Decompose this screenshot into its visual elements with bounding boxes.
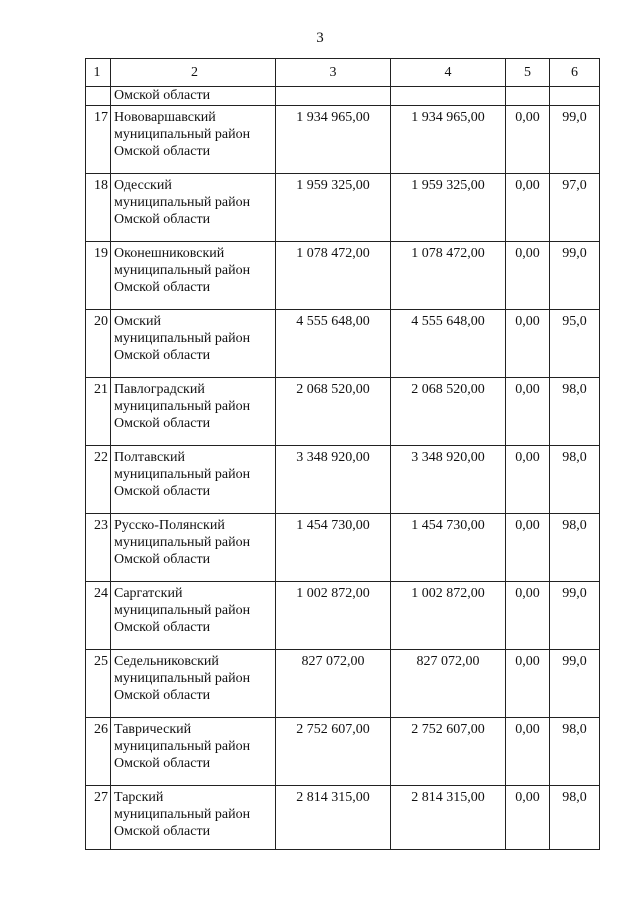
amount-col-4: 2 068 520,00: [391, 378, 506, 446]
district-name: [111, 106, 276, 174]
district-name-line: муниципальный район: [114, 263, 251, 278]
district-name-line: Омской области: [114, 756, 211, 771]
district-name: [111, 650, 276, 718]
amount-col-3: 1 002 872,00: [276, 582, 391, 650]
district-name-line: Оконешниковский: [114, 246, 225, 261]
row-number: 20: [86, 310, 111, 378]
row-number: 21: [86, 378, 111, 446]
district-name-line: Таврический: [114, 722, 192, 737]
percent-col-6: 98,0: [550, 718, 600, 786]
row-number: 17: [86, 106, 111, 174]
district-name-line: Саргатский: [114, 586, 183, 601]
district-name-line: муниципальный район: [114, 195, 251, 210]
row-number: 25: [86, 650, 111, 718]
amount-col-5: 0,00: [506, 446, 550, 514]
table-row: [86, 378, 600, 446]
district-name-line: Омский: [114, 314, 161, 329]
header-col-1: 1: [86, 59, 111, 87]
continuation-name: Омской области: [111, 87, 276, 106]
continuation-row: [86, 87, 600, 106]
district-name-line: Омской области: [114, 144, 211, 159]
amount-col-4: 2 814 315,00: [391, 786, 506, 850]
allocation-table: [85, 58, 600, 850]
district-name: [111, 718, 276, 786]
table-row: [86, 650, 600, 718]
district-name-line: Нововаршавский: [114, 110, 216, 125]
district-name-line: Омской области: [114, 620, 211, 635]
amount-col-5: 0,00: [506, 650, 550, 718]
table-row: [86, 242, 600, 310]
table-header-row: [86, 59, 600, 87]
continuation-c5: [506, 87, 550, 106]
amount-col-4: 1 959 325,00: [391, 174, 506, 242]
header-col-4: 4: [391, 59, 506, 87]
amount-col-5: 0,00: [506, 582, 550, 650]
percent-col-6: 97,0: [550, 174, 600, 242]
district-name-line: муниципальный район: [114, 127, 251, 142]
percent-col-6: 99,0: [550, 106, 600, 174]
continuation-c6: [550, 87, 600, 106]
amount-col-3: 2 814 315,00: [276, 786, 391, 850]
header-col-3: 3: [276, 59, 391, 87]
page-number: 3: [316, 30, 324, 46]
district-name-line: Павлоградский: [114, 382, 205, 397]
amount-col-3: 2 068 520,00: [276, 378, 391, 446]
row-number: 27: [86, 786, 111, 850]
continuation-c3: [276, 87, 391, 106]
amount-col-5: 0,00: [506, 718, 550, 786]
district-name-line: Омской области: [114, 280, 211, 295]
district-name-line: муниципальный район: [114, 807, 251, 822]
district-name-line: Омской области: [114, 688, 211, 703]
amount-col-4: 827 072,00: [391, 650, 506, 718]
district-name-line: Омской области: [114, 416, 211, 431]
table-row: [86, 582, 600, 650]
row-number: 23: [86, 514, 111, 582]
amount-col-5: 0,00: [506, 174, 550, 242]
amount-col-5: 0,00: [506, 310, 550, 378]
percent-col-6: 98,0: [550, 786, 600, 850]
row-number: 22: [86, 446, 111, 514]
percent-col-6: 98,0: [550, 378, 600, 446]
district-name-line: муниципальный район: [114, 399, 251, 414]
district-name-line: муниципальный район: [114, 739, 251, 754]
amount-col-3: 827 072,00: [276, 650, 391, 718]
row-number: 24: [86, 582, 111, 650]
table-row: [86, 446, 600, 514]
row-number: 26: [86, 718, 111, 786]
district-name-line: муниципальный район: [114, 467, 251, 482]
district-name-line: муниципальный район: [114, 535, 251, 550]
header-col-5: 5: [506, 59, 550, 87]
amount-col-3: 1 934 965,00: [276, 106, 391, 174]
row-number: 19: [86, 242, 111, 310]
district-name: [111, 582, 276, 650]
amount-col-5: 0,00: [506, 106, 550, 174]
amount-col-3: 2 752 607,00: [276, 718, 391, 786]
amount-col-5: 0,00: [506, 514, 550, 582]
district-name-line: Одесский: [114, 178, 172, 193]
percent-col-6: 98,0: [550, 446, 600, 514]
amount-col-4: 2 752 607,00: [391, 718, 506, 786]
amount-col-4: 1 934 965,00: [391, 106, 506, 174]
amount-col-3: 1 078 472,00: [276, 242, 391, 310]
amount-col-3: 1 454 730,00: [276, 514, 391, 582]
continuation-num: [86, 87, 111, 106]
table-row: [86, 514, 600, 582]
table-row: [86, 786, 600, 850]
district-name-line: муниципальный район: [114, 603, 251, 618]
district-name: [111, 242, 276, 310]
header-col-2: 2: [111, 59, 276, 87]
district-name-line: Русско-Полянский: [114, 518, 225, 533]
district-name-line: Омской области: [114, 348, 211, 363]
amount-col-4: 4 555 648,00: [391, 310, 506, 378]
amount-col-4: 1 078 472,00: [391, 242, 506, 310]
header-col-6: 6: [550, 59, 600, 87]
amount-col-4: 1 454 730,00: [391, 514, 506, 582]
district-name: [111, 310, 276, 378]
amount-col-4: 1 002 872,00: [391, 582, 506, 650]
percent-col-6: 95,0: [550, 310, 600, 378]
table-row: [86, 310, 600, 378]
percent-col-6: 99,0: [550, 242, 600, 310]
percent-col-6: 99,0: [550, 582, 600, 650]
amount-col-3: 1 959 325,00: [276, 174, 391, 242]
district-name: [111, 446, 276, 514]
amount-col-5: 0,00: [506, 786, 550, 850]
district-name-line: Омской области: [114, 552, 211, 567]
district-name-line: Омской области: [114, 824, 211, 839]
district-name: [111, 786, 276, 850]
district-name: [111, 174, 276, 242]
district-name: [111, 514, 276, 582]
table-row: [86, 174, 600, 242]
district-name-line: Полтавский: [114, 450, 185, 465]
amount-col-5: 0,00: [506, 242, 550, 310]
table-row: [86, 106, 600, 174]
percent-col-6: 99,0: [550, 650, 600, 718]
district-name-line: Тарский: [114, 790, 164, 805]
amount-col-5: 0,00: [506, 378, 550, 446]
district-name: [111, 378, 276, 446]
district-name-line: Седельниковский: [114, 654, 219, 669]
district-name-line: Омской области: [114, 212, 211, 227]
continuation-c4: [391, 87, 506, 106]
percent-col-6: 98,0: [550, 514, 600, 582]
row-number: 18: [86, 174, 111, 242]
amount-col-3: 3 348 920,00: [276, 446, 391, 514]
district-name-line: муниципальный район: [114, 671, 251, 686]
district-name-line: Омской области: [114, 484, 211, 499]
district-name-line: муниципальный район: [114, 331, 251, 346]
table-row: [86, 718, 600, 786]
amount-col-4: 3 348 920,00: [391, 446, 506, 514]
amount-col-3: 4 555 648,00: [276, 310, 391, 378]
